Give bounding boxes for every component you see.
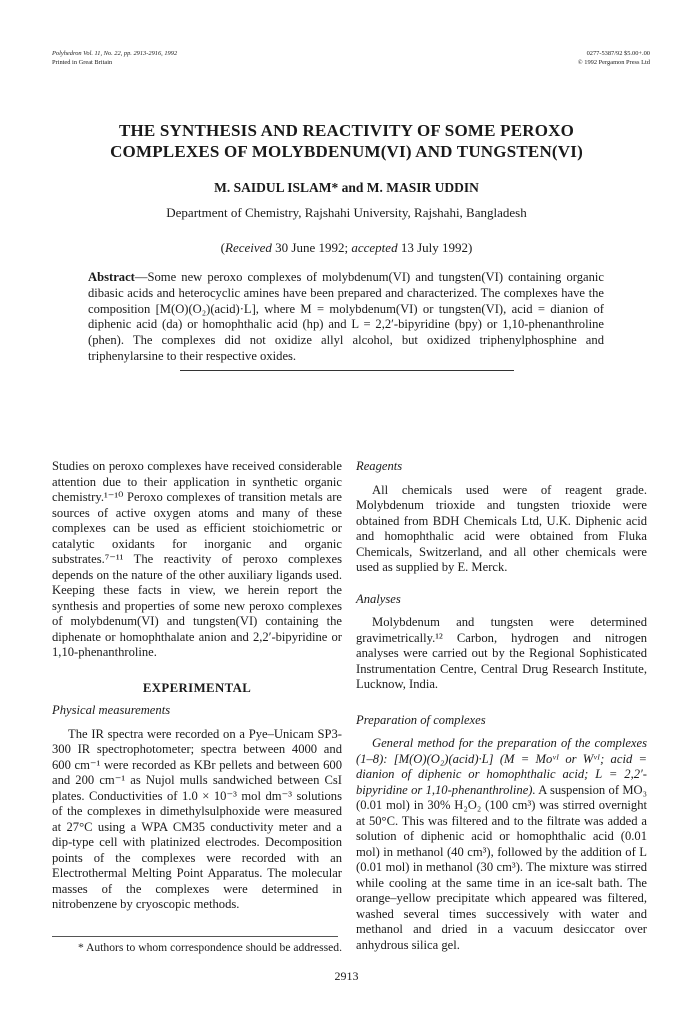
received-dates <box>60 240 633 256</box>
reagents-heading: Reagents <box>356 459 403 473</box>
footnote: * Authors to whom correspondence should be addressed. <box>77 941 342 954</box>
journal-citation <box>52 50 252 67</box>
issn-line-1: 0277-5387/92 $5.00+.00 <box>586 50 650 57</box>
received-label: Received <box>225 240 272 255</box>
authors: M. SAIDUL ISLAM* and M. MASIR UDDIN <box>214 180 479 195</box>
experimental-heading: EXPERIMENTAL <box>142 680 252 695</box>
issn-line-2: © 1992 Pergamon Press Ltd <box>577 58 650 66</box>
abstract-text: —Some new peroxo complexes of molybdenum(VI) and tungsten(VI) containing organic dibasic acids and heterocyclic amines have been prepared and characterized. The complexes have the composition [M(O)(O₂)(acid)·L], where M = molybdenum(VI) or tungsten(VI), acid = dianion of diphenic acid (da) or homophthalic acid (hp) and L = 2,2′-bipyridine (bpy) or 1,10-phenanthroline (phen). The complexes did not oxidize allyl alcohol, but oxidized triphenylphosphine and triphenylarsine to their respective oxides. <box>88 270 604 363</box>
physical-measurements-text: The IR spectra were recorded on a Pye–Unicam SP3-300 IR spectrophotometer; spectra between 4000 and 600 cm⁻¹ were recorded as KBr pellets and between 600 and 200 cm⁻¹ as Nujol mulls sandwiched between CsI plates. Conductivities of 1.0 × 10⁻³ mol dm⁻³ solutions of the complexes in dimethylsulphoxide were measured at 27°C using a WPA CM35 conductivity meter and a dip-type cell with platinized electrodes. Decomposition points of the complexes were recorded with an Electrothermal Melting Point Apparatus. The molecular masses of the complexes were determined in nitrobenzene by cryoscopic methods. <box>52 726 342 911</box>
abstract-label: Abstract <box>88 270 135 284</box>
journal-line-2: Printed in Great Britain <box>52 58 113 66</box>
page-number: 2913 <box>334 969 359 983</box>
right-column <box>356 459 647 953</box>
left-column <box>52 459 342 913</box>
preparation-body: A suspension of MO₃ (0.01 mol) in 30% H₂O₂ (100 cm³) was stirred overnight at 50°C. This was filtered and to the filtrate was added a solution of diphenic acid or homophthalic acid (0.01 mol) in methanol (40 cm³), followed by the addition of L (0.01 mol) in methanol (30 cm³). The mixture was stirred while cooling at the same time in an ice-salt bath. The orange–yellow precipitate which appeared was filtered, washed several times successively with water and methanol and dried in a vacuum desiccator over anhydrous silica gel. <box>356 782 648 952</box>
analyses-text: Molybdenum and tungsten were determined gravimetrically.¹² Carbon, hydrogen and nitrogen analyses were carried out by the Regional Sophisticated Instrumentation Centre, Central Drug Research Institute, Lucknow, India. <box>356 615 647 691</box>
preparation-method-title: General method for the preparation of the complexes (1–8): [M(O)(O₂)(acid)·L] (M = Moᵛᴵ or Wᵛᴵ; acid = dianion of diphenic or homophthalic acid; L = 2,2′-bipyridine or 1,10-phenanthroline). <box>356 736 647 797</box>
reagents-text: All chemicals used were of reagent grade. Molybdenum trioxide and tungsten trioxide were obtained from BDH Chemicals Ltd, U.K. Diphenic acid and homophthalic acid were obtained from Fluka Chemicals, Switzerland, and all other chemicals were used as supplied by E. Merck. <box>356 482 647 574</box>
received-open: ( <box>220 240 226 255</box>
physical-measurements-heading: Physical measurements <box>52 703 171 717</box>
footnote-rule <box>52 936 338 937</box>
article-title <box>60 120 633 162</box>
accepted-date: 13 July 1992) <box>397 240 473 255</box>
received-date: 30 June 1992; <box>271 240 352 255</box>
intro-paragraph: Studies on peroxo complexes have received considerable attention due to their application in synthetic organic chemistry.¹⁻¹⁰ Peroxo complexes of transition metals are sources of active oxygen atoms and many of these complexes can be used as efficient stoichiometric or catalytic oxidants for inorganic and organic substrates.⁷⁻¹¹ The reactivity of peroxo complexes depends on the nature of the other auxiliary ligands used. Keeping these facts in view, we herein report the synthesis and properties of some new peroxo complexes of molybdenum(VI) and tungsten(VI) containing the diphenate or homophthalate anion and 2,2′-bipyridine or 1,10-phenanthroline. <box>52 459 342 659</box>
affiliation: Department of Chemistry, Rajshahi University, Rajshahi, Bangladesh <box>166 205 527 220</box>
title-line-1: THE SYNTHESIS AND REACTIVITY OF SOME PEROXO <box>118 121 575 140</box>
abstract <box>88 270 604 365</box>
journal-line-1: Polyhedron Vol. 11, No. 22, pp. 2913-2916, 1992 <box>52 50 178 57</box>
preparation-text <box>356 736 647 953</box>
preparation-heading: Preparation of complexes <box>356 712 486 727</box>
title-line-2: COMPLEXES OF MOLYBDENUM(VI) AND TUNGSTEN(VI) <box>110 142 583 161</box>
issn-info <box>450 50 650 67</box>
accepted-label: accepted <box>351 240 398 255</box>
abstract-divider <box>180 370 514 371</box>
analyses-heading: Analyses <box>356 591 401 606</box>
